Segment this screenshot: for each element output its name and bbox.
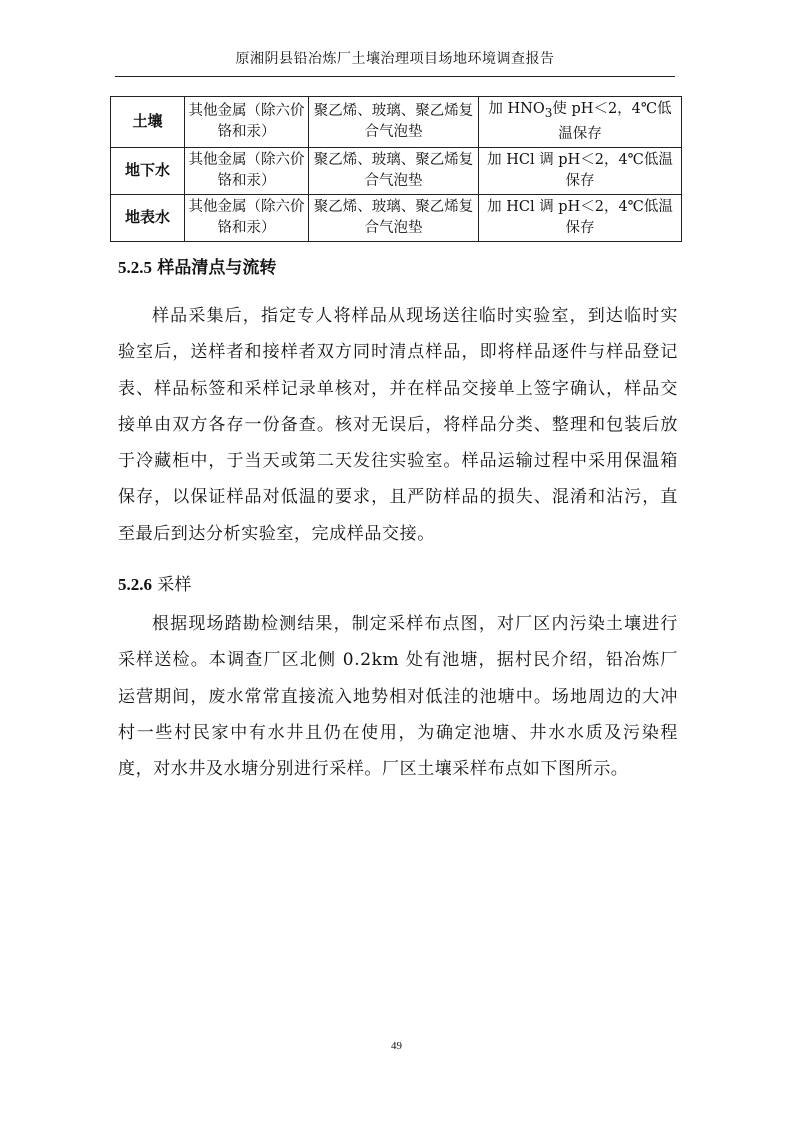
body-paragraph: 根据现场踏勘检测结果，制定采样布点图，对厂区内污染土壤进行采样送检。本调查厂区北侧 0.2km 处有池塘，据村民介绍，铅冶炼厂运营期间，废水常常直接流入地势相对低洼的池塘中。场地周边的大冲村一些村民家中有水井且仍在使用，为确定池塘、井水水质及污染程度，对水井及水塘分别进行采样。厂区土壤采样布点如下图所示。: [118, 614, 678, 780]
preservation-cell: 加 HCl 调 pH＜2，4℃低温保存: [479, 194, 682, 241]
section-number: 5.2.6: [118, 575, 152, 594]
sample-preservation-table: [110, 96, 682, 242]
preservation-text: 加 HNO: [488, 101, 545, 117]
medium-cell: 土壤: [111, 97, 185, 148]
table-row: [111, 194, 682, 241]
container-cell: 聚乙烯、玻璃、聚乙烯复合气泡垫: [309, 97, 479, 148]
analyte-cell: 其他金属（除六价铬和汞）: [185, 97, 309, 148]
section-heading: [118, 573, 191, 597]
table-row: [111, 97, 682, 148]
container-cell: 聚乙烯、玻璃、聚乙烯复合气泡垫: [309, 147, 479, 194]
section-number: 5.2.5: [118, 258, 152, 277]
preservation-cell: 加 HCl 调 pH＜2，4℃低温保存: [479, 147, 682, 194]
section-heading: [118, 256, 276, 280]
header-divider: [115, 76, 675, 77]
medium-cell: 地下水: [111, 147, 185, 194]
preservation-subscript: 3: [544, 105, 553, 120]
analyte-cell: 其他金属（除六价铬和汞）: [185, 147, 309, 194]
page-header: 原湘阴县铅冶炼厂土壤治理项目场地环境调查报告: [235, 51, 555, 67]
analyte-cell: 其他金属（除六价铬和汞）: [185, 194, 309, 241]
preservation-text: 使 pH＜2，4℃低温保存: [552, 101, 672, 142]
page-number: 49: [391, 1040, 402, 1052]
medium-cell: 地表水: [111, 194, 185, 241]
section-title: 采样: [157, 575, 192, 595]
table-row: [111, 147, 682, 194]
body-paragraph: 样品采集后，指定专人将样品从现场送往临时实验室，到达临时实验室后，送样者和接样者双方同时清点样品，即将样品逐件与样品登记表、样品标签和采样记录单核对，并在样品交接单上签字确认，样品交接单由双方各存一份备查。核对无误后，将样品分类、整理和包装后放于冷藏柜中，于当天或第二天发往实验室。样品运输过程中采用保温箱保存，以保证样品对低温的要求，且严防样品的损失、混淆和沾污，直至最后到达分析实验室，完成样品交接。: [118, 306, 678, 544]
preservation-cell: [479, 97, 682, 148]
container-cell: 聚乙烯、玻璃、聚乙烯复合气泡垫: [309, 194, 479, 241]
section-title: 样品清点与流转: [157, 258, 277, 278]
